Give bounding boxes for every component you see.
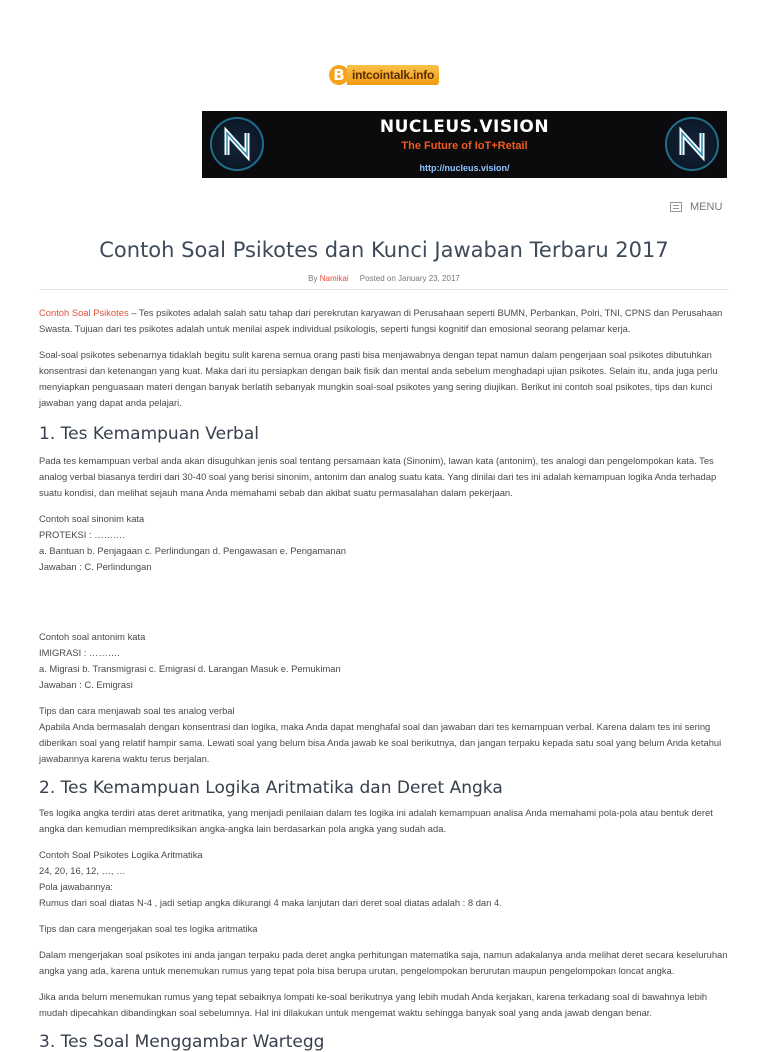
post-content: [39, 305, 731, 1052]
paragraph: Dalam mengerjakan soal psikotes ini anda jangan terpaku pada deret angka perhitungan matematika saja, namun adakalanya anda melihat deret secara keseluruhan angka yang ada, karena untuk menemukan rumus yang tepat pola bisa berupa urutan, pengelompokan berurutan maupun pengelompokan loncat angka.: [39, 949, 728, 976]
bitcoin-coin-icon: B: [329, 65, 349, 85]
author-link[interactable]: Namikai: [319, 274, 349, 283]
posted-date: Posted on January 23, 2017: [359, 274, 460, 283]
banner-title: NUCLEUS.VISION: [379, 117, 550, 137]
antonim-options: a. Migrasi b. Transmigrasi c. Emigrasi d. Larangan Masuk e. Pemukiman: [39, 663, 341, 674]
section-heading-aritmatika: 2. Tes Kemampuan Logika Aritmatika dan Deret Angka: [39, 778, 503, 798]
site-logo-text: intcointalk.info: [347, 65, 439, 85]
menu-button[interactable]: [670, 201, 722, 213]
antonim-title: Contoh soal antonim kata: [39, 631, 146, 642]
hamburger-menu-icon: [670, 202, 682, 212]
antonim-question: IMIGRASI : ……….: [39, 647, 120, 658]
intro-text: – Tes psikotes adalah salah satu tahap dari perekrutan karyawan di Perusahaan seperti BUMN, Perbankan, Polri, TNI, CPNS dan Perusahaan Swasta. Tujuan dari tes psikotes adalah untuk menilai aspek individual psikologis, seperti fungsi kognitif dan emosional seorang pelamar kerja.: [39, 307, 723, 334]
sinonim-question: PROTEKSI : ……….: [39, 529, 125, 540]
site-logo[interactable]: [329, 63, 443, 86]
paragraph: Tes logika angka terdiri atas deret aritmatika, yang menjadi penilaian dalam tes logika ini adalah kemampuan analisa Anda memahami pola-pola atau bentuk deret angka dan kemudian memprediksikan angka-angka lain berdasarkan pola angka yang sudah ada.: [39, 807, 713, 834]
aritmatika-sequence: 24, 20, 16, 12, …, …: [39, 865, 126, 876]
intro-paragraph: [39, 305, 731, 337]
post-title: Contoh Soal Psikotes dan Kunci Jawaban Terbaru 2017: [99, 238, 669, 262]
paragraph: Jika anda belum menemukan rumus yang tepat sebaiknya lompati ke-soal berikutnya yang lebih mudah Anda kerjakan, karena terkadang soal di bawahnya lebih mudah dipecahkan dibandingkan soal sebelumnya. Hal ini dilakukan untuk mengemat waktu sehingga banyak soal yang anda jawab dengan benar.: [39, 991, 708, 1018]
tips-verbal-title: Tips dan cara menjawab soal tes analog verbal: [39, 705, 235, 716]
paragraph: Soal-soal psikotes sebenarnya tidaklah begitu sulit karena semua orang pasti bisa menjawabnya dengan tepat namun dalam pengerjaan soal psikotes dibutuhkan konsentrasi dan ketenangan yang kuat. Maka dari itu persiapkan dengan baik fisik dan mental anda sebelum menghadapi ujian psikotes. Selain itu, anda juga perlu menyiapkan penguasaan materi dengan banyak berlatih sebanyak mungkin soal-soal psikotes yang sering diujikan. Berikut ini contoh soal psikotes, tips dan kunci jawaban yang dapat anda pelajari.: [39, 349, 718, 408]
antonim-answer: Jawaban : C. Emigrasi: [39, 679, 133, 690]
nucleus-vision-ad-banner[interactable]: [202, 111, 727, 178]
menu-label: MENU: [690, 201, 723, 213]
sinonim-title: Contoh soal sinonim kata: [39, 513, 145, 524]
sinonim-answer: Jawaban : C. Perlindungan: [39, 561, 152, 572]
post-byline: [0, 274, 768, 283]
aritmatika-answer: Rumus dari soal diatas N-4 , jadi setiap angka dikurangi 4 maka lanjutan dari deret soal diatas adalah : 8 dan 4.: [39, 897, 502, 908]
aritmatika-pola: Pola jawabannya:: [39, 881, 114, 892]
banner-url[interactable]: http://nucleus.vision/: [419, 163, 510, 173]
section-heading-verbal: 1. Tes Kemampuan Verbal: [39, 424, 259, 444]
aritmatika-title: Contoh Soal Psikotes Logika Aritmatika: [39, 849, 203, 860]
by-label: By: [308, 274, 318, 283]
tips-aritmatika-title: Tips dan cara mengerjakan soal tes logika aritmatika: [39, 923, 258, 934]
title-divider: [39, 289, 729, 290]
tips-verbal-text: Apabila Anda bermasalah dengan konsentrasi dan logika, maka Anda dapat menghafal soal dan jawaban dari tes kemampuan verbal. Karena dalam tes ini sering diberikan soal yang relatif hampir sama. Lewati soal yang belum bisa Anda jawab ke soal berikutnya, dan jangan terpaku kepada satu soal yang belum Anda ketahui jawabannya karena waktu terus berjalan.: [39, 721, 722, 764]
section-heading-wartegg: 3. Tes Soal Menggambar Wartegg: [39, 1032, 325, 1052]
nucleus-logo-icon: [665, 117, 719, 171]
banner-tagline: The Future of IoT+Retail: [401, 140, 528, 152]
intro-link[interactable]: Contoh Soal Psikotes: [39, 307, 129, 318]
sinonim-options: a. Bantuan b. Penjagaan c. Perlindungan d. Pengawasan e. Pengamanan: [39, 545, 347, 556]
paragraph: Pada tes kemampuan verbal anda akan disuguhkan jenis soal tentang persamaan kata (Sinonim), lawan kata (antonim), tes analogi dan pengelompokan kata. Tes analog verbal biasanya terdiri dari 30-40 soal yang berisi sinonim, antonim dan analog suatu kata. Yang dinilai dari tes ini adalah kemampuan logika Anda terhadap suatu kondisi, dan melihat sejauh mana Anda memahami sebab dan akibat suatu permasalahan dalam pekerjaan.: [39, 455, 717, 498]
